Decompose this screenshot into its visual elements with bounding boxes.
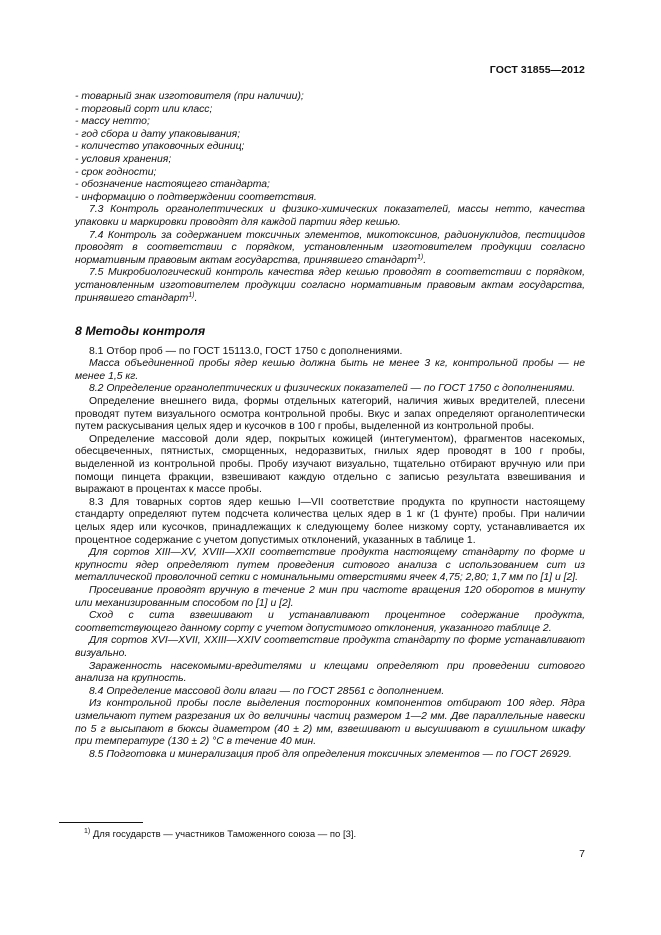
paragraph-8-3-sifting: Просеивание проводят вручную в течение 2 мин при частоте вращения 120 оборотов в минуту или механизированным способом по [1] и [2]. — [75, 584, 585, 609]
paragraph-8-3-sieve: Для сортов XIII—XV, XVIII—XXII соответствие продукта настоящему стандарту по форме и крупности ядер определяют путем проведения ситового анализа с использованием сит из металлической проволочной сетки с номинальными отверстиями ячеек 4,75; 2,80; 1,7 мм по [1] и [2]. — [75, 547, 585, 584]
paragraph-8-2-appearance: Определение внешнего вида, формы отдельных категорий, наличия живых вредителей, плесени проводят путем визуального осмотра контрольной пробы. Вкус и запах определяют органолептически путем раскусывания целых ядер и кусочков в 100 г пробы, выделенной из контрольной пробы. — [75, 396, 585, 433]
paragraph-8-2-mass-fraction: Определение массовой доли ядер, покрытых кожицей (интегументом), фрагментов насекомых, обесцвеченных, пятнистых, сморщенных, недоразвитых, гнилых ядер проводят в 100 г пробы, выделенной из контрольной пробы. Пробу изучают визуально, тщательно отбирают вручную или при помощи пинцета фракции, взвешивают каждую отдельно с записью результата взвешивания и выражают в процентах к массе пробы. — [75, 433, 585, 496]
page-number: 7 — [579, 848, 585, 860]
paragraph-8-3-overflow: Сход с сита взвешивают и устанавливают процентное содержание продукта, соответствующего данному сорту с учетом допустимого отклонения, указанного таблице 2. — [75, 610, 585, 634]
paragraph-7-5 — [75, 267, 585, 305]
paragraph-7-5-text: 7.5 Микробиологический контроль качества ядер кешью проводят в соответствии с порядком, установленным изготовителем продукции согласно нормативным правовым актам государства, принявшего стандарт — [75, 267, 585, 304]
list-item: - товарный знак изготовителя (при наличии); — [75, 91, 304, 102]
paragraph-8-1: 8.1 Отбор проб — по ГОСТ 15113.0, ГОСТ 1750 с дополнениями. — [89, 345, 403, 357]
footnote-divider — [59, 822, 143, 823]
paragraph-8-2: 8.2 Определение органолептических и физических показателей — по ГОСТ 1750 с дополнениями. — [89, 383, 576, 395]
page-body — [75, 91, 585, 761]
paragraph-8-3-infestation: Зараженность насекомыми-вредителями и клещами определяют при проведении ситового анализа на крупность. — [75, 660, 585, 685]
paragraph-8-3: 8.3 Для товарных сортов ядер кешью I—VII соответствие продукта по крупности настоящему стандарту определяют путем подсчета количества целых ядер в 1 кг (1 фунте) пробы. При наличии целых ядер или кусочков, принадлежащих к следующему более низкому сорту, устанавливается их процентное содержание с учетом допустимых отклонений, указанных в таблице 1. — [75, 496, 585, 546]
period: . — [423, 254, 427, 266]
paragraph-7-4 — [75, 230, 585, 268]
list-item: - информацию о подтверждении соответствия. — [75, 191, 317, 203]
footnote-text: Для государств — участников Таможенного союза — по [3]. — [92, 829, 357, 840]
period: . — [194, 292, 198, 304]
standard-number-header: ГОСТ 31855—2012 — [489, 64, 585, 76]
footnote-marker: 1) — [84, 828, 91, 835]
list-item: - срок годности; — [75, 166, 157, 178]
list-item: - обозначение настоящего стандарта; — [75, 179, 270, 191]
list-item: - условия хранения; — [75, 153, 172, 165]
list-item: - массу нетто; — [75, 116, 150, 128]
footnote — [84, 829, 356, 840]
paragraph-8-1-mass: Масса объединенной пробы ядер кешью должна быть не менее 3 кг, контрольной пробы — не менее 1,5 кг. — [75, 358, 585, 382]
section-heading: 8 Методы контроля — [75, 324, 206, 339]
footnote-ref: 1) — [416, 253, 424, 261]
paragraph-8-3-visual: Для сортов XVI—XVII, XXIII—XXIV соответствие продукта стандарту по форме устанавливают визуально. — [75, 635, 585, 659]
paragraph-8-4: 8.4 Определение массовой доли влаги — по ГОСТ 28561 с дополнением. — [89, 685, 445, 697]
paragraph-8-5: 8.5 Подготовка и минерализация проб для определения токсичных элементов — по ГОСТ 26929. — [89, 748, 572, 760]
paragraph-8-4-procedure: Из контрольной пробы после выделения посторонних компонентов отбирают 100 ядер. Ядра измельчают путем разрезания их до величины частиц размером 1—2 мм. Две параллельные навески по 5 г высыпают в бюксы диаметром (40 ± 2) мм, взвешивают и высушивают в сушильном шкафу при температуре (130 ± 2) °С в течение 40 мин. — [75, 698, 585, 748]
marking-list — [75, 91, 585, 204]
list-item: - количество упаковочных единиц; — [75, 141, 245, 153]
list-item: - торговый сорт или класс; — [75, 103, 213, 115]
paragraph-7-3: 7.3 Контроль органолептических и физико-химических показателей, массы нетто, качества упаковки и маркировки проводят для каждой партии ядер кешью. — [75, 204, 585, 228]
paragraph-7-4-text: 7.4 Контроль за содержанием токсичных элементов, микотоксинов, радионуклидов, пестицидов проводят в соответствии с порядком, установленным изготовителем продукции согласно нормативным правовым актам государства, принявшего стандарт — [75, 229, 585, 266]
footnote-ref: 1) — [188, 291, 195, 299]
list-item: - год сбора и дату упаковывания; — [75, 128, 241, 140]
